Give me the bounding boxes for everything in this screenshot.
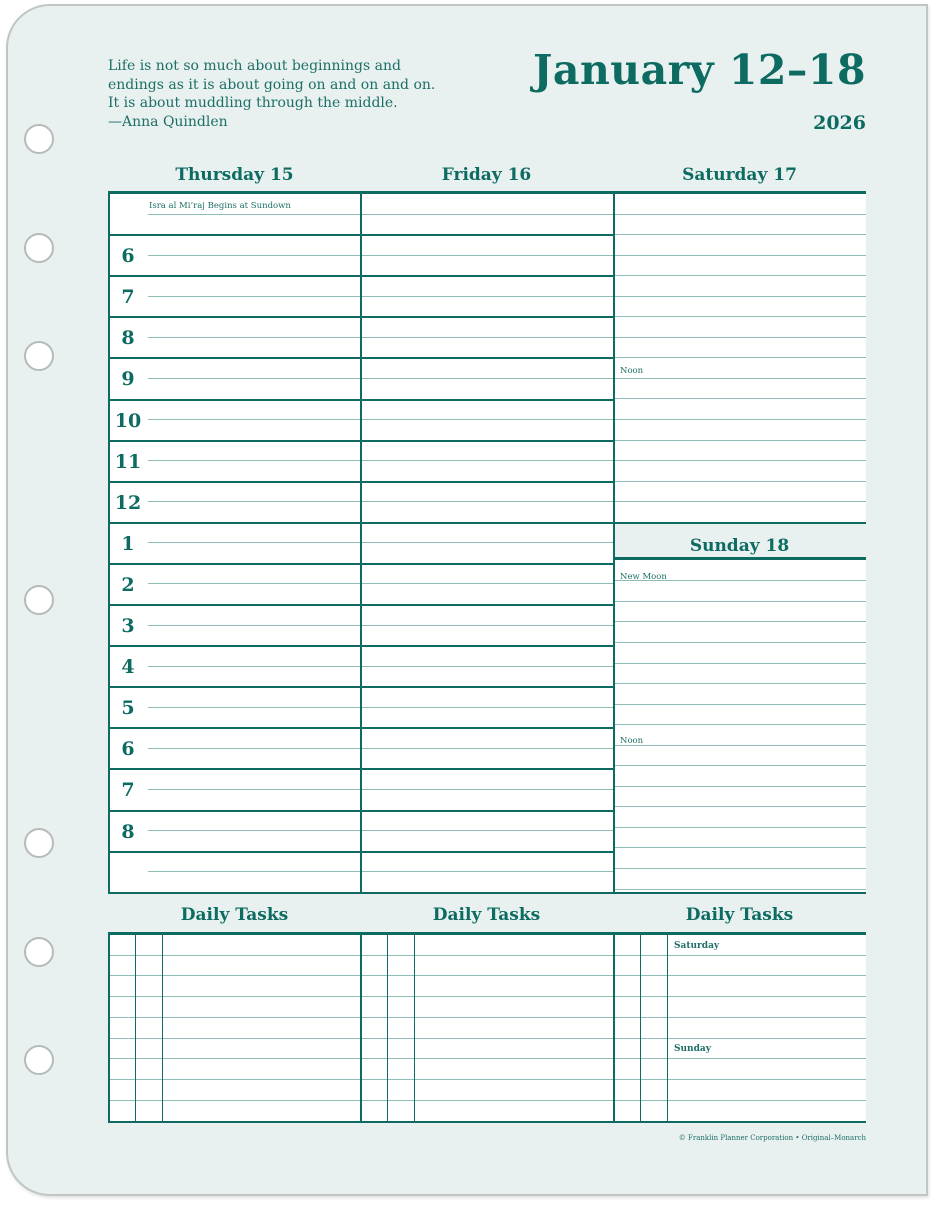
task-check-col: [667, 934, 668, 1121]
hour-label: 9: [121, 368, 135, 391]
hour-label: 4: [121, 656, 135, 679]
daily-tasks-header: Daily Tasks: [180, 905, 289, 925]
day-header-friday: Friday 16: [441, 165, 532, 185]
hour-label: 8: [121, 820, 135, 843]
tasks-saturday-label: Saturday: [674, 941, 720, 951]
weekend-line: [615, 704, 866, 705]
hour-label: 2: [121, 573, 135, 596]
task-line: [108, 1100, 866, 1101]
binder-hole: [24, 341, 54, 371]
task-check-col: [414, 934, 415, 1121]
weekend-line: [615, 460, 866, 461]
half-hour-line: [362, 789, 613, 790]
half-hour-line: [148, 296, 360, 297]
tasks-area: [108, 934, 866, 1121]
half-hour-line: [362, 666, 613, 667]
weekend-line: [615, 501, 866, 502]
half-hour-line: [148, 419, 360, 420]
hour-label: 3: [121, 615, 135, 637]
weekend-line: [615, 889, 866, 890]
half-hour-line: [362, 871, 613, 872]
weekend-line: [615, 337, 866, 338]
hour-label: 5: [121, 697, 135, 720]
weekend-line: [615, 255, 866, 256]
weekend-line: [615, 827, 866, 828]
task-line: [108, 1038, 866, 1039]
weekend-line: [615, 419, 866, 420]
weekend-line: [615, 398, 866, 399]
half-hour-line: [148, 337, 360, 338]
tasks-col: [108, 934, 110, 1123]
weekend-line: [615, 786, 866, 787]
weekend-line: [615, 378, 866, 379]
weekend-line: [615, 296, 866, 297]
half-hour-line: [148, 583, 360, 584]
event-isra-al-miraj: Isra al Mi’raj Begins at Sundown: [149, 201, 291, 211]
weekend-line: [615, 214, 866, 215]
hour-label: 8: [121, 327, 135, 350]
weekend-line: [615, 745, 866, 746]
hour-label: 10: [114, 409, 142, 432]
weekend-line: [615, 663, 866, 664]
tasks-col: [613, 934, 615, 1123]
hour-label: 7: [121, 779, 135, 802]
daily-tasks-header: Daily Tasks: [685, 905, 794, 925]
task-priority-col: [135, 934, 136, 1121]
binder-hole: [24, 828, 54, 858]
task-line: [108, 1058, 866, 1059]
task-priority-col: [640, 934, 641, 1121]
weekend-line: [615, 357, 866, 358]
weekend-line: [615, 316, 866, 317]
day-header-sunday: Sunday 18: [689, 536, 790, 556]
daily-tasks-header: Daily Tasks: [432, 905, 541, 925]
half-hour-line: [148, 460, 360, 461]
quote: Life is not so much about beginnings and endings as it is about going on and on and on. It is about muddling through the middle. —Anna Quindlen: [108, 58, 436, 130]
half-hour-line: [148, 871, 360, 872]
half-hour-line: [148, 501, 360, 502]
half-hour-line: [362, 625, 613, 626]
half-hour-line: [148, 666, 360, 667]
hour-label: 1: [121, 532, 135, 555]
sunday-rule: [613, 557, 866, 560]
weekend-line: [615, 868, 866, 869]
task-line: [108, 955, 866, 956]
half-hour-line: [148, 625, 360, 626]
weekend-line: [615, 601, 866, 602]
half-hour-line: [148, 789, 360, 790]
hour-label: 7: [121, 286, 135, 309]
half-hour-line: [362, 214, 613, 215]
half-hour-line: [362, 419, 613, 420]
weekend-line: [615, 683, 866, 684]
header-rule: [108, 191, 866, 194]
half-hour-line: [148, 707, 360, 708]
tasks-bottom: [108, 1121, 866, 1123]
hour-label: 12: [114, 491, 142, 514]
half-hour-line: [362, 337, 613, 338]
half-hour-line: [362, 378, 613, 379]
saturday-noon-label: Noon: [620, 366, 644, 376]
tasks-sunday-label: Sunday: [674, 1044, 711, 1054]
half-hour-line: [148, 378, 360, 379]
footer-credit: © Franklin Planner Corporation • Original–Monarch: [678, 1134, 866, 1142]
page-title: January 12–18: [533, 46, 866, 94]
half-hour-line: [148, 542, 360, 543]
saturday-bottom: [613, 522, 866, 524]
weekend-line: [615, 724, 866, 725]
tasks-rule: [108, 932, 866, 935]
task-check-col: [162, 934, 163, 1121]
task-line: [108, 1079, 866, 1080]
half-hour-line: [362, 830, 613, 831]
weekend-line: [615, 621, 866, 622]
half-hour-line: [362, 255, 613, 256]
half-hour-line: [362, 748, 613, 749]
half-hour-line: [148, 255, 360, 256]
task-line: [108, 1017, 866, 1018]
sunday-noon-label: Noon: [620, 736, 644, 746]
weekend-line: [615, 481, 866, 482]
schedule-bottom: [108, 892, 866, 894]
weekend-line: [615, 642, 866, 643]
weekend-line: [615, 765, 866, 766]
half-hour-line: [362, 296, 613, 297]
half-hour-line: [362, 583, 613, 584]
half-hour-line: [362, 460, 613, 461]
weekend-line: [615, 806, 866, 807]
weekend-line: [615, 234, 866, 235]
half-hour-line: [362, 542, 613, 543]
tasks-col: [360, 934, 362, 1123]
binder-hole: [24, 233, 54, 263]
weekend-line: [615, 440, 866, 441]
binder-hole: [24, 585, 54, 615]
half-hour-line: [362, 501, 613, 502]
grid-col-1: [360, 193, 362, 894]
weekend-line: [615, 847, 866, 848]
task-line: [108, 975, 866, 976]
binder-hole: [24, 1045, 54, 1075]
binder-hole: [24, 937, 54, 967]
task-priority-col: [387, 934, 388, 1121]
weekend-line: [615, 275, 866, 276]
year-label: 2026: [813, 112, 866, 134]
half-hour-line: [362, 707, 613, 708]
day-header-saturday: Saturday 17: [682, 165, 797, 185]
half-hour-line: [148, 830, 360, 831]
hour-label: 11: [114, 450, 142, 473]
half-hour-line: [148, 748, 360, 749]
hour-label: 6: [121, 245, 135, 268]
task-line: [108, 996, 866, 997]
half-hour-line: [148, 214, 360, 215]
binder-hole: [24, 124, 54, 154]
day-header-thursday: Thursday 15: [175, 165, 294, 185]
event-new-moon: New Moon: [620, 572, 667, 582]
hour-label: 6: [121, 738, 135, 761]
